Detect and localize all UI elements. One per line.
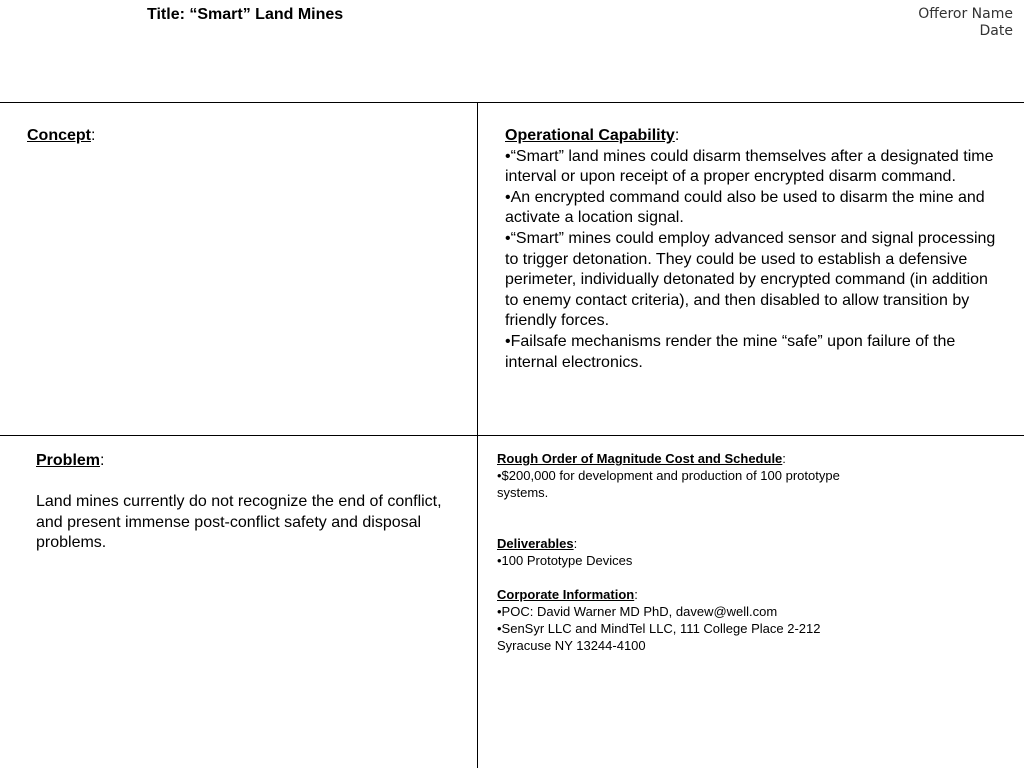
offeror-date: Date xyxy=(979,23,1013,39)
corporate-colon: : xyxy=(634,587,638,602)
vertical-divider xyxy=(477,102,478,768)
corporate-line: •POC: David Warner MD PhD, davew@well.com xyxy=(497,604,778,619)
corporate-block xyxy=(497,586,897,654)
corporate-heading: Corporate Information xyxy=(497,587,635,602)
spacer xyxy=(497,501,897,535)
problem-colon: : xyxy=(100,452,105,469)
deliverables-heading: Deliverables xyxy=(497,536,574,551)
problem-heading: Problem xyxy=(36,452,101,469)
concept-section xyxy=(27,127,95,145)
cost-deliverables-section xyxy=(497,450,897,654)
offeror-block xyxy=(918,6,1013,40)
operational-capability-heading: Operational Capability xyxy=(505,127,675,144)
capability-bullet: •“Smart” land mines could disarm themselves after a designated time interval or upon receipt of a proper encrypted disarm command. xyxy=(505,147,994,186)
problem-body: Land mines currently do not recognize the end of conflict, and present immense post-conflict safety and disposal problems. xyxy=(36,493,442,552)
corporate-line: Syracuse NY 13244-4100 xyxy=(497,638,646,653)
capability-bullet: •An encrypted command could also be used to disarm the mine and activate a location signal. xyxy=(505,188,985,227)
top-divider xyxy=(0,102,1024,103)
cost-schedule-colon: : xyxy=(782,451,786,466)
corporate-line: •SenSyr LLC and MindTel LLC, 111 College Place 2-212 xyxy=(497,621,821,636)
middle-divider xyxy=(0,435,1024,436)
concept-heading: Concept xyxy=(27,127,91,144)
operational-capability-section xyxy=(505,126,1005,373)
operational-capability-colon: : xyxy=(674,127,680,144)
offeror-name: Offeror Name xyxy=(918,6,1013,22)
deliverable-line: •100 Prototype Devices xyxy=(497,553,633,568)
spacer xyxy=(497,569,897,586)
cost-schedule-block xyxy=(497,450,897,501)
deliverables-colon: : xyxy=(573,536,578,551)
cost-line: •$200,000 for development and production of 100 prototype xyxy=(497,468,840,483)
problem-section xyxy=(36,451,456,554)
cost-schedule-heading: Rough Order of Magnitude Cost and Schedule xyxy=(497,451,783,466)
capability-bullet: •“Smart” mines could employ advanced sensor and signal processing to trigger detonation. They could be used to establish a defensive perimeter, individually detonated by encrypted command (in addition to enemy contact criteria), and then disabled to allow transition by friendly forces. xyxy=(505,229,996,330)
deliverables-block xyxy=(497,535,897,569)
page-title: Title: “Smart” Land Mines xyxy=(147,6,344,23)
concept-colon: : xyxy=(91,127,96,144)
capability-bullet: •Failsafe mechanisms render the mine “safe” upon failure of the internal electronics. xyxy=(505,332,956,371)
cost-line: systems. xyxy=(497,485,549,500)
